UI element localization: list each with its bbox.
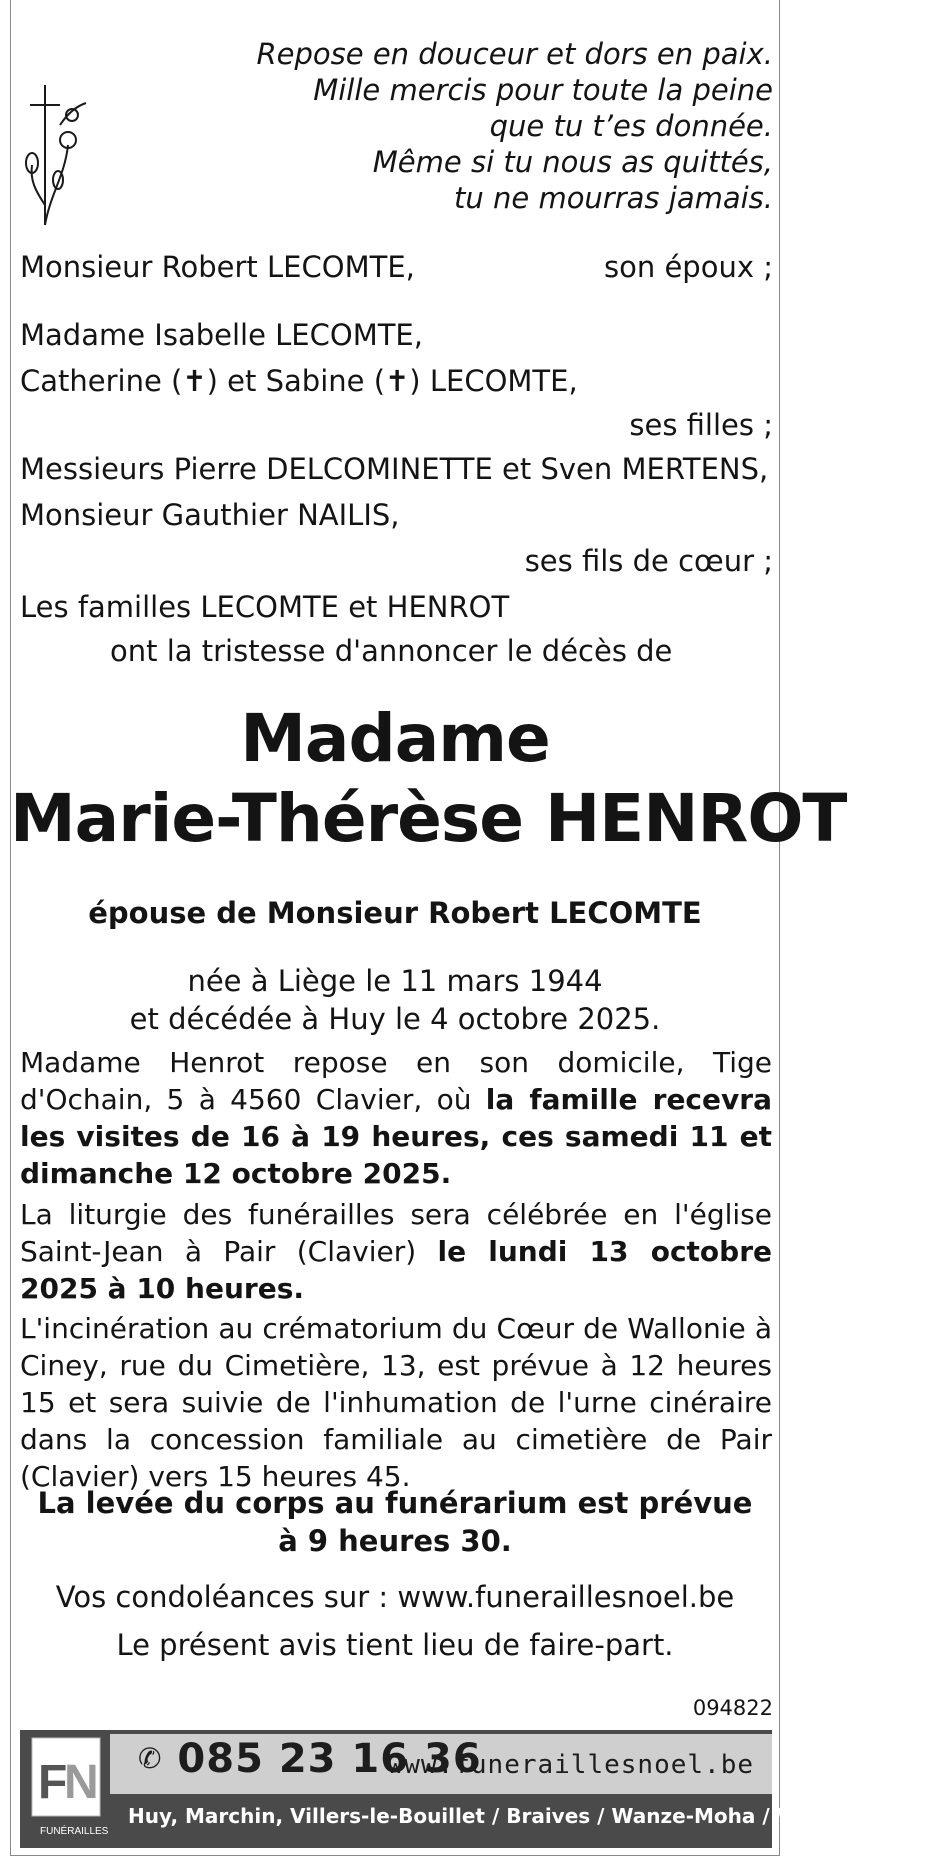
deceased-died: et décédée à Huy le 4 octobre 2025. [129,1002,661,1036]
poem-line: que tu t’es donnée. [489,109,773,143]
visitation-times: la famille recevra les visites de 16 à 19 heures, ces samedi 11 et dimanche 12 octobre 2025. [20,1083,772,1190]
visitation-text: Madame Henrot repose en son domicile, Tige d'Ochain, 5 à 4560 Clavier, où [20,1046,772,1116]
deceased-born: née à Liège le 11 mars 1944 [187,964,603,998]
announcement: ont la tristesse d'annoncer le décès de [110,634,673,668]
logo-icon [30,1736,109,1840]
levee-line-2: à 9 heures 30. [278,1524,512,1558]
poem-line: Repose en douceur et dors en paix. [256,37,773,71]
liturgy-text: La liturgie des funérailles sera célébrée en l'église Saint-Jean à Pair (Clavier) [20,1198,772,1268]
phone-icon: ✆ [138,1742,163,1775]
paragraph-cremation: L'incinération au crématorium du Cœur de Wallonie à Ciney, rue du Cimetière, 13, est prévue à 12 heures 15 et sera suivie de l'inhumation de l'urne cinéraire dans la concession familiale au cimetière de Pair (Clavier) vers 15 heures 45. [20,1312,772,1493]
liturgy-time: le lundi 13 octobre 2025 à 10 heures. [20,1235,773,1305]
deceased-name: Marie-Thérèse HENROT [10,780,847,857]
funeral-home-logo [30,1736,109,1840]
family-daughters-2: Catherine (✝) et Sabine (✝) LECOMTE, [20,364,578,398]
towns-list: Huy, Marchin, Villers-le-Bouillet / Braives / Wanze-Moha / Vaux-et-Borset [128,1804,945,1828]
levee-line-1: La levée du corps au funérarium est prévue [37,1486,753,1520]
notice-line: Le présent avis tient lieu de faire-part. [116,1628,674,1662]
poem-line: Mille mercis pour toute la peine [313,73,773,107]
phone-text: 085 23 16 36 [177,1736,482,1782]
poem [257,36,773,216]
svg-text:F: F [38,1756,68,1809]
poem-line: Même si tu nous as quittés, [372,145,773,179]
deceased-title: Madame [240,700,550,777]
family-sons-2: Monsieur Gauthier NAILIS, [20,498,400,532]
svg-text:N: N [64,1756,99,1809]
family-lineage: Les familles LECOMTE et HENROT [20,590,510,624]
funeral-home-banner [20,1730,945,1848]
poem-line: tu ne mourras jamais. [454,181,773,215]
family-husband: Monsieur Robert LECOMTE, [20,250,415,284]
family-sons-1: Messieurs Pierre DELCOMINETTE et Sven MERTENS, [20,452,769,486]
condolences-line: Vos condoléances sur : www.funeraillesnoel.be [55,1580,735,1614]
paragraph-visitation [20,1044,772,1192]
reference-number: 094822 [692,1696,773,1720]
family-daughters-role: ses filles ; [629,408,773,442]
svg-text:FUNÉRAILLES: FUNÉRAILLES [40,1826,109,1837]
family-sons-role: ses fils de cœur ; [524,544,773,578]
family-husband-role: son époux ; [604,250,773,284]
family-daughter-1: Madame Isabelle LECOMTE, [20,318,423,352]
deceased-spouse: épouse de Monsieur Robert LECOMTE [88,896,702,930]
cross-flower-icon [20,85,90,230]
website-link[interactable]: www.funeraillesnoel.be [387,1750,754,1780]
paragraph-liturgy [20,1196,772,1307]
